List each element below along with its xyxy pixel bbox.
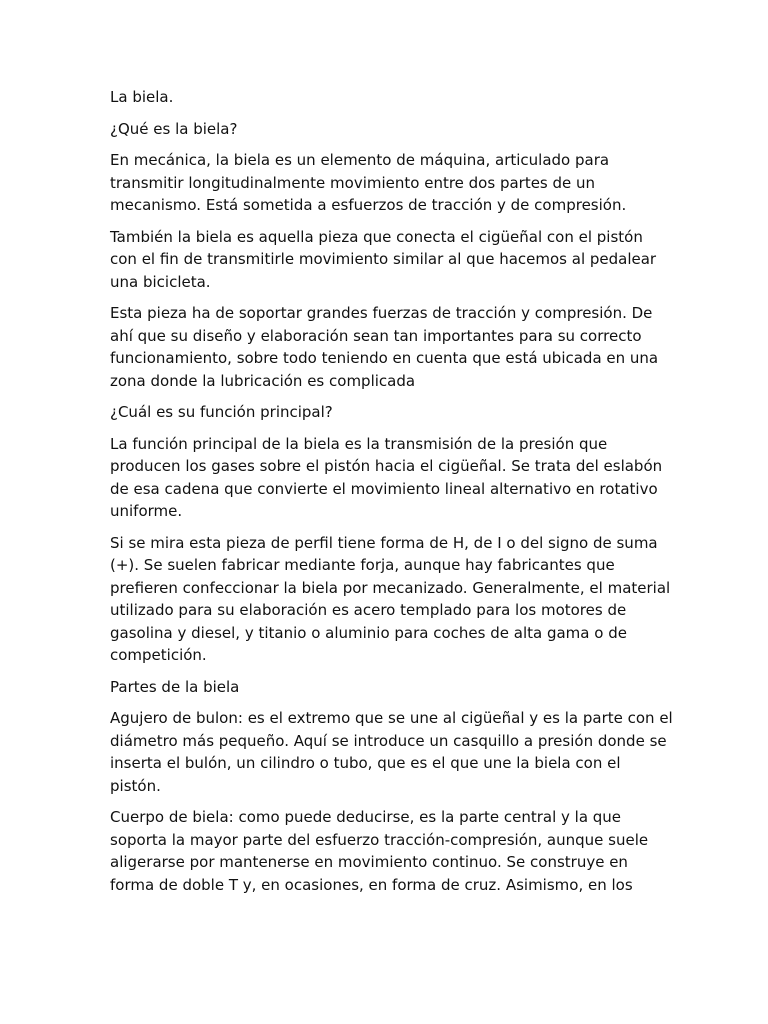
paragraph-cigueñal xyxy=(110,226,658,294)
paragraph-funcion xyxy=(110,433,663,523)
text-line: competición. xyxy=(110,646,207,664)
paragraph-cuerpo-biela xyxy=(110,806,658,896)
text-line: con el fin de transmitirle movimiento similar al que hacemos al pedalear xyxy=(110,250,657,268)
paragraph-perfil xyxy=(110,532,671,667)
text-line: ¿Cuál es su función principal? xyxy=(110,403,333,421)
text-line: La función principal de la biela es la transmisión de la presión que xyxy=(110,434,608,453)
text-line: Esta pieza ha de soportar grandes fuerzas de tracción y compresión. De xyxy=(110,304,653,322)
document-page xyxy=(110,86,673,905)
text-line: prefieren confeccionar la biela por mecanizado. Generalmente, el material xyxy=(110,578,671,597)
text-line: funcionamiento, sobre todo teniendo en cuenta que está ubicada en una xyxy=(110,349,659,367)
text-line: También la biela es aquella pieza que conecta el cigüeñal con el pistón xyxy=(110,227,643,246)
text-line: de esa cadena que convierte el movimiento lineal alternativo en rotativo xyxy=(110,479,658,498)
text-line: producen los gases sobre el pistón hacia el cigüeñal. Se trata del eslabón xyxy=(110,457,663,475)
text-line: forma de doble T y, en ocasiones, en forma de cruz. Asimismo, en los xyxy=(110,875,633,894)
text-line: transmitir longitudinalmente movimiento entre dos partes de un xyxy=(110,173,596,192)
text-line: aligerarse por mantenerse en movimiento continuo. Se construye en xyxy=(110,853,628,871)
text-line: soporta la mayor parte del esfuerzo tracción-compresión, aunque suele xyxy=(110,830,649,849)
section-heading-que-es xyxy=(110,118,658,141)
text-line: inserta el bulón, un cilindro o tubo, que es el que une la biela con el xyxy=(110,754,621,772)
text-line: ahí que su diseño y elaboración sean tan importantes para su correcto xyxy=(110,326,642,345)
text-line: gasolina y diesel, y titanio o aluminio para coches de alta gama o de xyxy=(110,623,627,642)
text-line: Si se mira esta pieza de perfil tiene forma de H, de I o del signo de suma xyxy=(110,533,658,552)
text-line: una bicicleta. xyxy=(110,272,211,291)
text-line: diámetro más pequeño. Aquí se introduce un casquillo a presión donde se xyxy=(110,731,667,750)
text-line: Partes de la biela xyxy=(110,677,240,696)
paragraph-fuerzas xyxy=(110,302,658,392)
text-line: La biela. xyxy=(110,88,174,106)
text-line: (+). Se suelen fabricar mediante forja, aunque hay fabricantes que xyxy=(110,556,615,574)
section-heading-funcion xyxy=(110,401,658,424)
text-line: En mecánica, la biela es un elemento de máquina, articulado para xyxy=(110,151,610,169)
text-line: ¿Qué es la biela? xyxy=(110,119,238,138)
text-line: Cuerpo de biela: como puede deducirse, es la parte central y la que xyxy=(110,808,622,826)
paragraph-definicion xyxy=(110,149,658,217)
text-line: uniforme. xyxy=(110,502,183,520)
paragraph-agujero-bulon xyxy=(110,707,673,797)
text-line: pistón. xyxy=(110,776,161,795)
document-title xyxy=(110,86,658,109)
text-line: Agujero de bulon: es el extremo que se une al cigüeñal y es la parte con el xyxy=(110,709,673,727)
text-line: utilizado para su elaboración es acero templado para los motores de xyxy=(110,601,627,619)
text-line: mecanismo. Está sometida a esfuerzos de tracción y de compresión. xyxy=(110,196,627,214)
text-line: zona donde la lubricación es complicada xyxy=(110,371,416,390)
section-heading-partes xyxy=(110,676,658,699)
